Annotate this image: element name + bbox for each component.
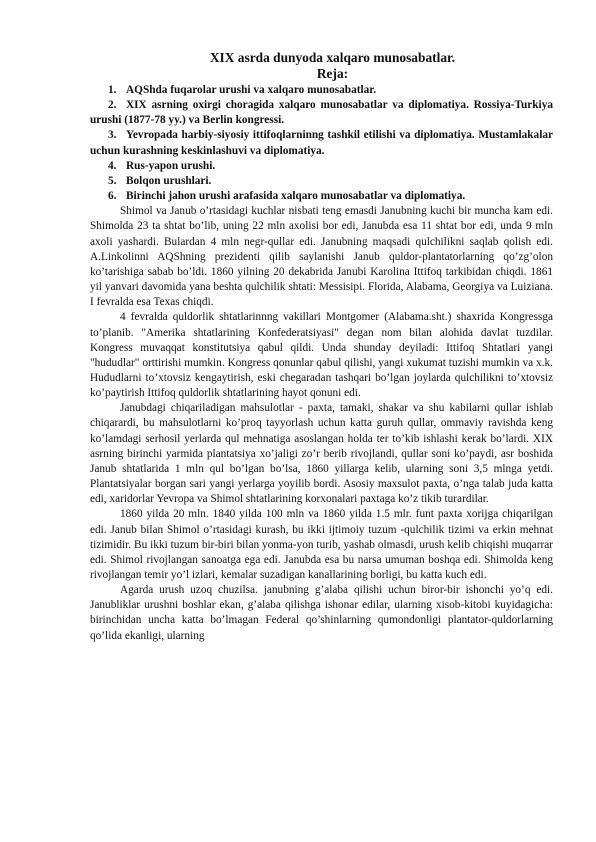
plan-item xyxy=(90,128,553,158)
plan-item xyxy=(90,189,553,204)
body-paragraph: 1860 yilda 20 mln. 1840 yilda 100 mln va 1860 yilda 1.5 mlr. funt paxta xorijga chiqarilgan edi. Janub bilan Shimol o’rtasidagi kurash, bu ikki ijtimoiy tuzum -qulchilik tizimi va erkin mehnat tizimidir. Bu ikki tuzum bir-biri bilan yonma-yon turib, yashab olmasdi, urush kelib chiqishi muqarrar edi. Shimol rivojlangan sanoatga ega edi. Janubda esa bu narsa umuman boshqa edi. Shimolda keng rivojlangan temir yo’l izlari, kemalar suzadigan kanallarining borligi, bu katta kuch edi. xyxy=(90,508,553,581)
plan-item-number: 4. xyxy=(108,159,117,172)
plan-item-number: 3. xyxy=(108,129,117,142)
body-paragraph: 4 fevralda quldorlik shtatlarinnng vakillari Montgomer (Alabama.sht.) shaxrida Kongressga to’planib. "Amerika shtatlarining Konfederatsiyasi" degan nom bilan alohida davlat tuzdilar. Kongress muvaqqat konstitutsiya qabul qildi. Unda shunday deyiladi: Ittifoq Shtatlari yangi "hududlar" orttirishi mumkin. Kongress qonunlar qabul qilishi, yangi xukumat tuzishi mumkin va x.k. Hududlarni to’xtovsiz kengaytirish, eski chegaradan tashqari bo’lgan joylarda qulchilikni to’xtovsiz ko’paytirish Ittifoq quldorlik shtatlarining hayot qonuni edi. xyxy=(90,311,553,400)
plan-heading: Reja: xyxy=(316,66,349,81)
plan-item xyxy=(90,83,553,98)
plan-item-number: 1. xyxy=(108,84,117,96)
plan-item xyxy=(90,98,553,128)
plan-item-text: Birinchi jahon urushi arafasida xalqaro munosabatlar va diplomatiya. xyxy=(126,190,466,203)
document-title: XIX asrda dunyoda xalqaro munosabatlar. xyxy=(209,50,456,65)
document-page xyxy=(90,50,553,644)
plan-list xyxy=(90,83,553,204)
plan-item xyxy=(90,174,553,189)
plan-item-text: Bolqon urushlari. xyxy=(126,174,212,187)
body-paragraph: Shimol va Janub o’rtasidagi kuchlar nisbati teng emasdi Janubning kuchi bir muncha kam edi. Shimolda 23 ta shtat bo’lib, uning 22 mln axolisi bor edi, Janubda esa 11 shtat bor edi, unda 9 mln axoli yashardi. Bulardan 4 mln negr-qullar edi. Janubning maqsadi qulchilikni saqlab qolish edi. A.Linkolinni AQShning prezidenti qilib saylanishi Janub quldor-plantatorlarning qo’zg’olon ko’tarishiga sabab bo’ldi. 1860 yilning 20 dekabrida Janubi Karolina Ittifoq tarkibidan chiqdi. 1861 yil yanvari davomida yana beshta qulchilik shtati: Messisipi. Florida, Alabama, Georgiya va Luiziana. I fevralda esa Texas chiqdi. xyxy=(90,205,553,309)
plan-item-text: AQShda fuqarolar urushi va xalqaro munosabatlar. xyxy=(126,84,377,96)
plan-item-number: 6. xyxy=(108,190,117,203)
plan-item-text: XIX asrning oxirgi choragida xalqaro munosabatlar va diplomatiya. Rossiya-Turkiya urushi (1877-78 yy.) va Berlin kongressi. xyxy=(90,99,553,127)
body-paragraph: Agarda urush uzoq chuzilsa. janubning g’alaba qilishi uchun biror-bir ishonchi yo’q edi. Janubliklar urushni boshlar ekan, g’alaba qilishga ishonar edilar, ularning xisob-kitobi kuyidagicha: birinchidan uncha katta bo’lmagan Federal qo’shinlarning qumondonligi plantator-quldorlarning qo’lida ekanligi, ularning xyxy=(90,584,553,642)
plan-item xyxy=(90,159,553,174)
plan-item-number: 5. xyxy=(108,174,117,187)
plan-item-text: Yevropada harbiy-siyosiy ittifoqlarninng tashkil etilishi va diplomatiya. Mustamlakalar uchun kurashning keskinlashuvi va diplomatiya. xyxy=(90,129,553,157)
body-paragraph: Janubdagi chiqariladigan mahsulotlar - paxta, tamaki, shakar va shu kabilarni qullar ishlab chiqarardi, bu mahsulotlarni ko’proq tayyorlash uchun katta guruh qullar, ommaviy ravishda keng ko’lamdagi serhosil yerlarda qul mehnatiga asoslangan holda ter to’kib ishlashi kerak bo’lardi. XIX asrning birinchi yarmida plantatsiya xo’jaligi zo’r berib rivojlandi, qullar soni ko’paydi, asr boshida Janub shtatlarida 1 mln qul bo’lgan bo’lsa, 1860 yillarga kelib, ularning soni 3,5 mlnga yetdi. Plantatsiyalar borgan sari yangi yerlarga yoyilib bordi. Asosiy maxsulot paxta, o’nga talab juda katta edi, xaridorlar Yevropa va Shimol shtatlarining korxonalari paxtaga ko’z tikib turardilar. xyxy=(90,402,553,506)
plan-item-text: Rus-yapon urushi. xyxy=(126,159,216,172)
plan-item-number: 2. xyxy=(108,99,117,112)
